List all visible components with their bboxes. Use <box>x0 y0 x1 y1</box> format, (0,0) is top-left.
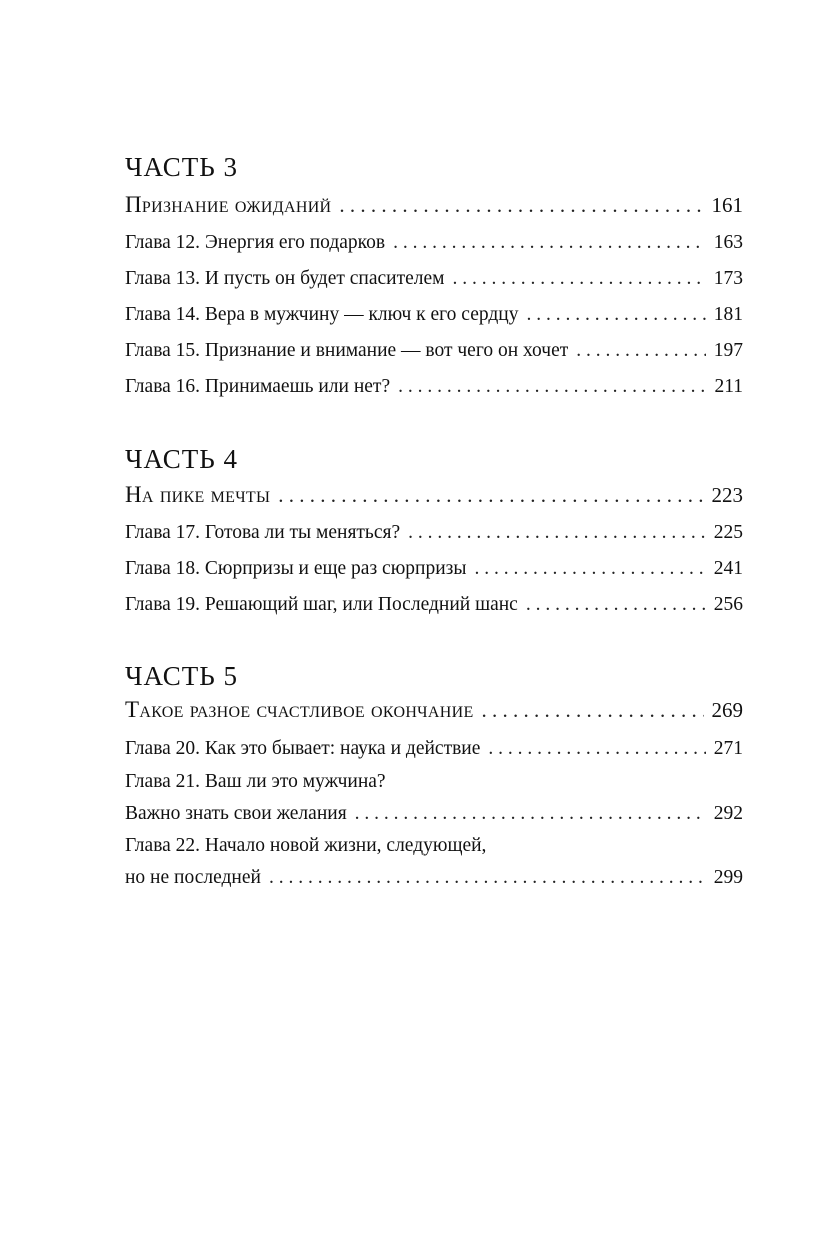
page-number: 299 <box>713 867 743 888</box>
dot-leader <box>355 798 706 830</box>
chapter-title: Глава 19. Решающий шаг, или Последний шанс <box>125 594 518 615</box>
part-title-entry[interactable] <box>125 695 743 725</box>
dot-leader <box>482 695 704 725</box>
chapter-title-line1: Глава 22. Начало новой жизни, следующей, <box>125 835 487 856</box>
part-label: ЧАСТЬ 5 <box>125 661 238 691</box>
toc-entry[interactable] <box>125 556 743 582</box>
dot-leader <box>576 338 705 364</box>
chapter-title: Глава 14. Вера в мужчину — ключ к его сердцу <box>125 304 519 325</box>
dot-leader <box>488 736 705 762</box>
page-number: 269 <box>711 698 743 722</box>
page-number: 271 <box>713 738 743 759</box>
page-number: 163 <box>713 232 743 253</box>
dot-leader <box>474 556 705 582</box>
toc-entry[interactable] <box>125 374 743 400</box>
toc-entry[interactable] <box>125 302 743 328</box>
page-number: 181 <box>713 304 743 325</box>
part-title: Такое разное счастливое окончание <box>125 697 474 722</box>
part-5-section <box>125 661 743 888</box>
chapter-title-line1: Глава 21. Ваш ли это мужчина? <box>125 771 386 792</box>
page-number: 292 <box>713 803 743 824</box>
page-number: 197 <box>713 340 743 361</box>
chapter-title: Глава 16. Принимаешь или нет? <box>125 376 391 397</box>
part-label: ЧАСТЬ 4 <box>125 444 238 474</box>
dot-leader <box>278 480 703 510</box>
dot-leader <box>269 862 706 894</box>
dot-leader <box>526 302 705 328</box>
part-4-section <box>125 444 743 615</box>
dot-leader <box>526 592 706 618</box>
dot-leader <box>452 266 705 292</box>
chapter-title: Глава 20. Как это бывает: наука и действие <box>125 738 481 759</box>
chapter-title-line2-row <box>125 862 743 894</box>
toc-entry-multiline[interactable] <box>125 830 743 894</box>
dot-leader <box>393 230 706 256</box>
toc-entry-multiline[interactable] <box>125 766 743 830</box>
dot-leader <box>408 520 706 546</box>
chapter-title-line2: Важно знать свои желания <box>125 803 347 824</box>
part-label: ЧАСТЬ 3 <box>125 152 238 182</box>
chapter-title-line2: но не последней <box>125 867 261 888</box>
page-number: 225 <box>713 522 743 543</box>
toc-entry[interactable] <box>125 338 743 364</box>
part-title: На пике мечты <box>125 482 271 507</box>
page-number: 241 <box>713 558 743 579</box>
page-number: 223 <box>711 483 743 507</box>
chapter-title: Глава 15. Признание и внимание — вот чего он хочет <box>125 340 569 361</box>
toc-entry[interactable] <box>125 736 743 762</box>
page-number: 211 <box>714 376 743 397</box>
part-title-entry[interactable] <box>125 190 743 220</box>
toc-entry[interactable] <box>125 230 743 256</box>
page-number: 256 <box>713 594 743 615</box>
chapter-title: Глава 18. Сюрпризы и еще раз сюрпризы <box>125 558 467 579</box>
chapter-title: Глава 17. Готова ли ты меняться? <box>125 522 401 543</box>
dot-leader <box>398 374 706 400</box>
part-3-section <box>125 152 743 397</box>
dot-leader <box>339 190 703 220</box>
toc-entry[interactable] <box>125 520 743 546</box>
chapter-title: Глава 13. И пусть он будет спасителем <box>125 268 445 289</box>
toc-entry[interactable] <box>125 266 743 292</box>
part-title: Признание ожиданий <box>125 192 332 217</box>
chapter-title-line2-row <box>125 798 743 830</box>
page-number: 173 <box>713 268 743 289</box>
page-number: 161 <box>711 193 743 217</box>
part-title-entry[interactable] <box>125 480 743 510</box>
chapter-title: Глава 12. Энергия его подарков <box>125 232 386 253</box>
toc-entry[interactable] <box>125 592 743 618</box>
